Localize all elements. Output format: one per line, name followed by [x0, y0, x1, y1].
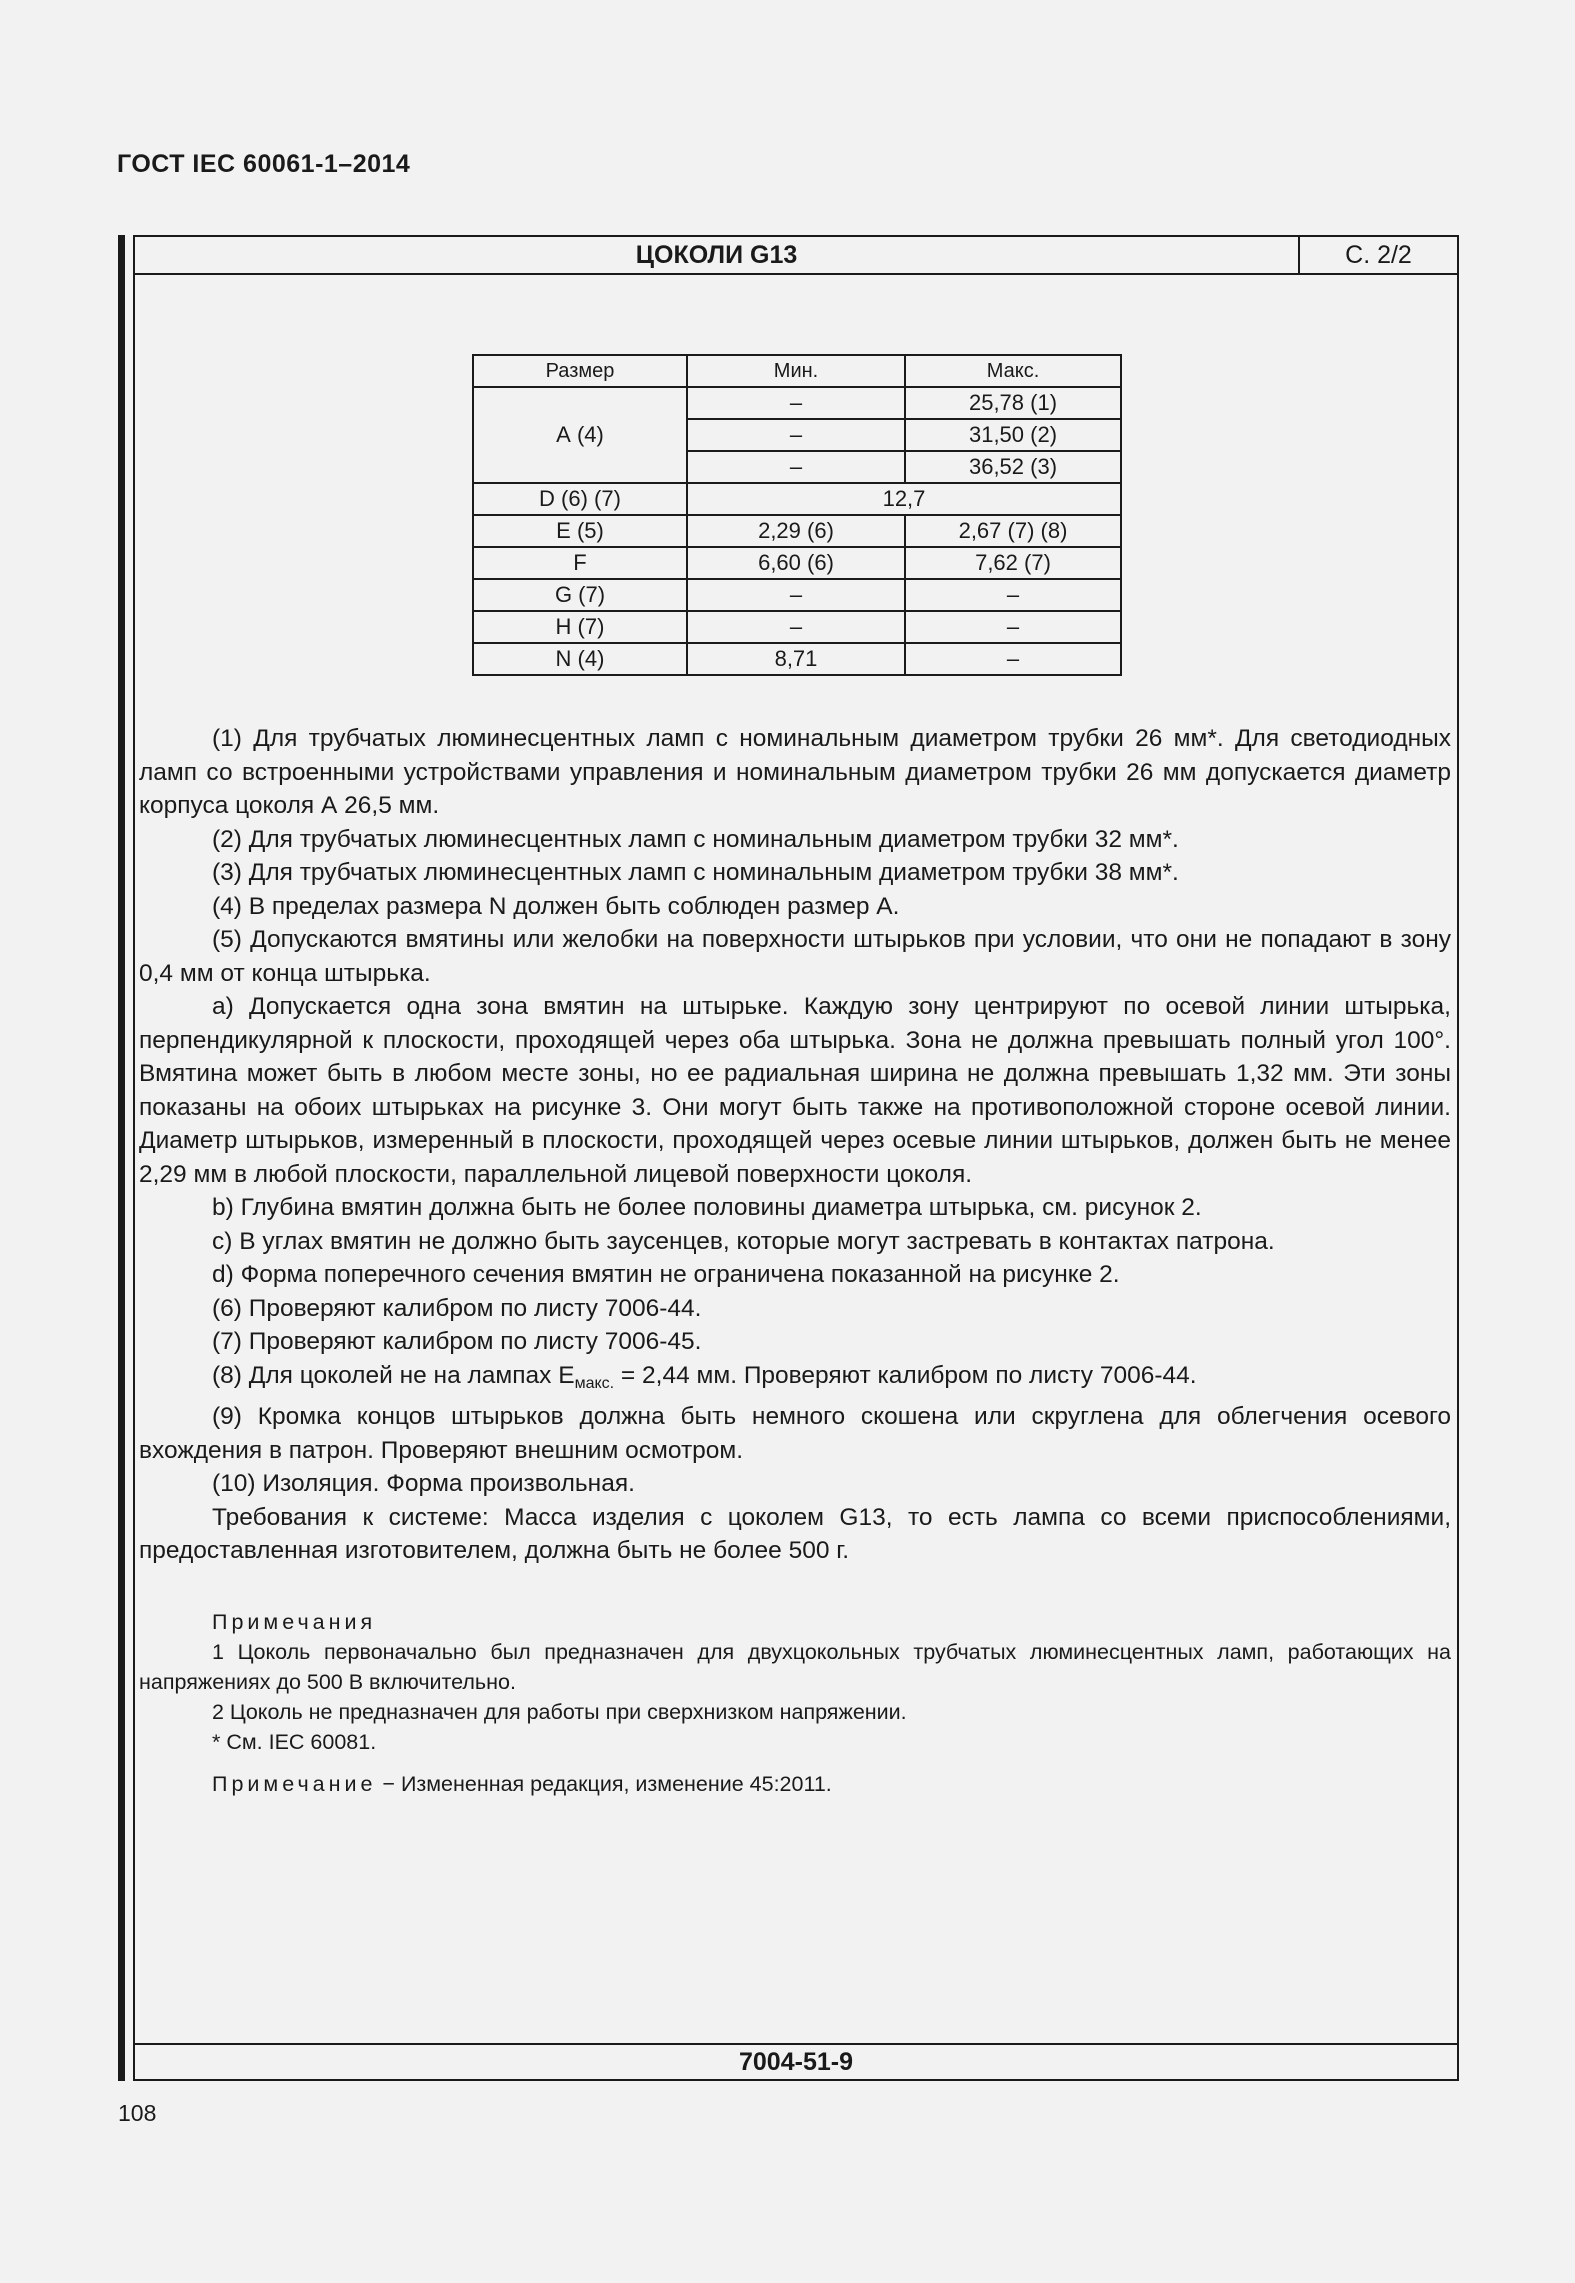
frame-sheet-number: С. 2/2 [1345, 241, 1412, 269]
standard-designation: ГОСТ IEC 60061-1–2014 [117, 150, 411, 178]
cell-min: 8,71 [687, 643, 905, 675]
footnote-5d: d) Форма поперечного сечения вмятин не ограничена показанной на рисунке 2. [212, 1261, 1120, 1288]
col-header-max: Макс. [905, 355, 1121, 387]
cell-max: – [905, 579, 1121, 611]
notes-block [139, 1607, 1451, 1799]
page-number: 108 [118, 2100, 157, 2126]
footnote-8 [139, 1359, 1451, 1401]
footnote-2: (2) Для трубчатых люминесцентных ламп с номинальным диаметром трубки 32 мм*. [212, 825, 1179, 853]
footnote-5: (5) Допускаются вмятины или желобки на поверхности штырьков при условии, что они не попадают в зону 0,4 мм от конца штырька. [139, 926, 1451, 987]
cell-min: – [687, 611, 905, 643]
footnote-8-subscript: макс. [574, 1374, 615, 1392]
final-note-text: − Измененная редакция, изменение 45:2011. [376, 1772, 832, 1796]
frame-margin-bar [118, 235, 125, 2081]
table-row [473, 611, 1121, 643]
footnote-7: (7) Проверяют калибром по листу 7006-45. [212, 1328, 702, 1355]
note-asterisk: * См. IEC 60081. [212, 1730, 377, 1754]
dim-label: G (7) [473, 579, 687, 611]
frame-header [135, 237, 1457, 275]
table-row [473, 515, 1121, 547]
system-requirements: Требования к системе: Масса изделия с цоколем G13, то есть лампа со всеми приспособлениями, предоставленная изготовителем, должна быть не более 500 г. [139, 1503, 1451, 1564]
cell-max: – [905, 611, 1121, 643]
notes-heading: Примечания [212, 1610, 377, 1634]
col-header-size: Размер [473, 355, 687, 387]
footnote-8-post: = 2,44 мм. Проверяют калибром по листу 7006-44. [614, 1361, 1197, 1389]
col-header-min: Мин. [687, 355, 905, 387]
table-row [473, 483, 1121, 515]
dim-label: E (5) [473, 515, 687, 547]
frame-sheet-code: 7004-51-9 [135, 2043, 1457, 2079]
dim-label: F [473, 547, 687, 579]
dim-label-a: А (4) [473, 387, 687, 483]
cell-min: 2,29 (6) [687, 515, 905, 547]
cell-max: 36,52 (3) [905, 451, 1121, 483]
footnote-5a: a) Допускается одна зона вмятин на штырьке. Каждую зону центрируют по осевой линии штырька, перпендикулярной к плоскости, проходящей через оба штырька. Зона не должна превышать полный угол 100°. Вмятина может быть в любом месте зоны, но ее радиальная ширина не должна превышать 1,32 мм. Эти зоны показаны на обоих штырьках на рисунке 3. Они могут быть также на противоположной стороне осевой линии. Диаметр штырьков, измеренный в плоскости, проходящей через осевые линии штырьков, должен быть не менее 2,29 мм в любой плоскости, параллельной лицевой поверхности цоколя. [139, 993, 1451, 1188]
footnote-8-pre: (8) Для цоколей не на лампах E [212, 1361, 575, 1389]
table-row [473, 643, 1121, 675]
note-2: 2 Цоколь не предназначен для работы при сверхнизком напряжении. [212, 1700, 907, 1724]
footnote-5c: c) В углах вмятин не должно быть заусенцев, которые могут застревать в контактах патрона. [212, 1227, 1275, 1255]
cell-min: – [687, 387, 905, 419]
cell-min: – [687, 579, 905, 611]
footnote-6: (6) Проверяют калибром по листу 7006-44. [212, 1294, 702, 1322]
final-note [139, 1769, 1451, 1799]
table-row [473, 547, 1121, 579]
footnote-9: (9) Кромка концов штырьков должна быть немного скошена или скруглена для облегчения осевого вхождения в патрон. Проверяют внешним осмотром. [139, 1403, 1451, 1464]
footnote-3: (3) Для трубчатых люминесцентных ламп с номинальным диаметром трубки 38 мм*. [212, 859, 1179, 886]
dim-label: N (4) [473, 643, 687, 675]
dim-label: D (6) (7) [473, 483, 687, 515]
frame-title: ЦОКОЛИ G13 [135, 237, 1300, 273]
dim-label: H (7) [473, 611, 687, 643]
footnote-5b: b) Глубина вмятин должна быть не более половины диаметра штырька, см. рисунок 2. [212, 1194, 1202, 1221]
cell-max: 25,78 (1) [905, 387, 1121, 419]
note-1: 1 Цоколь первоначально был предназначен для двухцокольных трубчатых люминесцентных ламп, работающих на напряжениях до 500 В включительно. [139, 1640, 1451, 1694]
cell-min: – [687, 419, 905, 451]
final-note-label: Примечание [212, 1772, 377, 1796]
cell-max: 2,67 (7) (8) [905, 515, 1121, 547]
footnotes-body [139, 722, 1451, 1568]
dimensions-table [472, 354, 1122, 676]
table-row [473, 579, 1121, 611]
footnote-4: (4) В пределах размера N должен быть соблюден размер А. [212, 892, 900, 920]
table-header-row [473, 355, 1121, 387]
cell-max: – [905, 643, 1121, 675]
cell-value: 12,7 [687, 483, 1121, 515]
cell-max: 31,50 (2) [905, 419, 1121, 451]
footnote-1: (1) Для трубчатых люминесцентных ламп с номинальным диаметром трубки 26 мм*. Для светодиодных ламп со встроенными устройствами управления и номинальным диаметром трубки 26 мм допускается диаметр корпуса цоколя А 26,5 мм. [139, 725, 1451, 819]
cell-max: 7,62 (7) [905, 547, 1121, 579]
cell-min: – [687, 451, 905, 483]
table-row [473, 387, 1121, 419]
cell-min: 6,60 (6) [687, 547, 905, 579]
footnote-10: (10) Изоляция. Форма произвольная. [212, 1470, 635, 1497]
